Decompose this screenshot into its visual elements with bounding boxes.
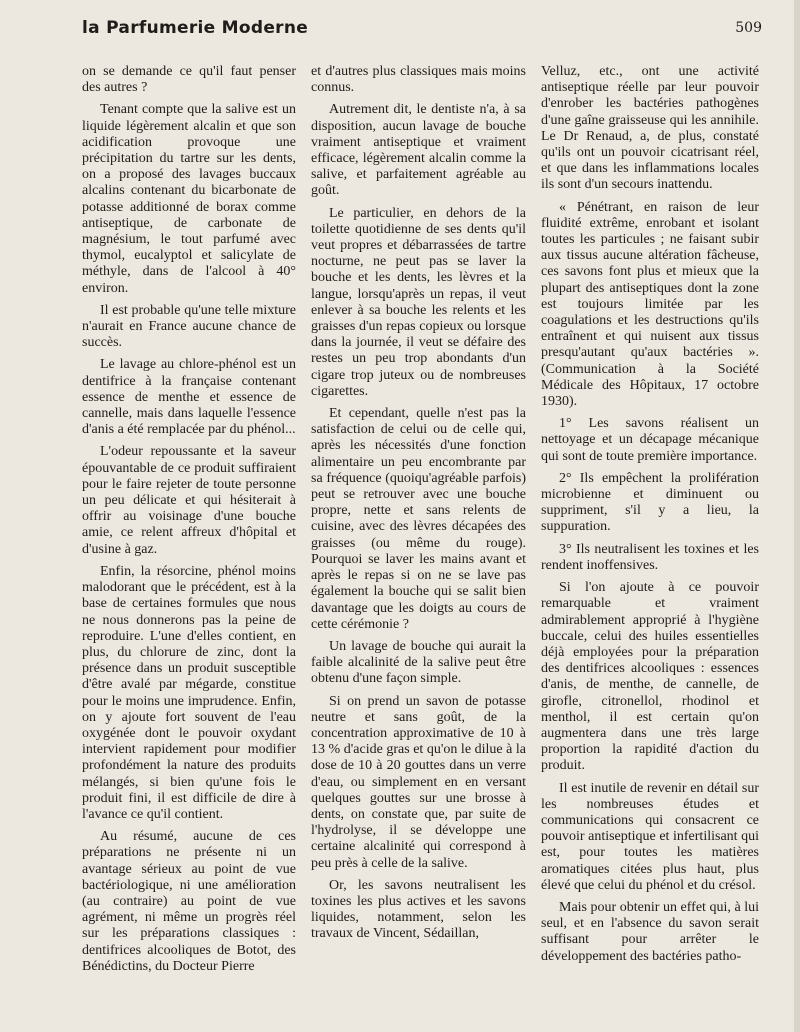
page-header bbox=[62, 16, 762, 44]
paragraph: et d'autres plus classiques mais moins connus. bbox=[311, 64, 526, 96]
paragraph: Si on prend un savon de potasse neutre et sans goût, de la concentration approximative de 10 à 13 % d'acide gras et qu'on le dilue à la dose de 10 à 20 gouttes dans un verre d'eau, ou simplement en en versant quelques gouttes sur une brosse à dents, on constate que, par suite de l'hydrolyse, il se développe une certaine alcalinité qui correspond à peu près à celle de la salive. bbox=[311, 693, 526, 871]
paragraph: 2° Ils empêchent la prolifération microbienne et diminuent ou suppriment, s'il y a lieu, la suppuration. bbox=[541, 470, 759, 535]
paragraph: Autrement dit, le dentiste n'a, à sa disposition, aucun lavage de bouche vraiment antiseptique et vraiment efficace, légèrement alcalin comme la salive, et parfaitement agréable au goût. bbox=[311, 102, 526, 199]
page-number: 509 bbox=[735, 20, 762, 36]
paragraph: Au résumé, aucune de ces préparations ne présente ni un avantage sérieux au point de vue bactériologique, ni une amélioration (au contraire) au point de vue agrément, ni même un progrès réel sur les préparations classiques : dentifrices alcooliques de Botot, des Bénédictins, du Docteur Pierre bbox=[82, 829, 296, 974]
paragraph: 3° Ils neutralisent les toxines et les rendent inoffensives. bbox=[541, 541, 759, 573]
paragraph: Mais pour obtenir un effet qui, à lui seul, et en l'absence du savon serait suffisant pour arrêter le développement des bactéries patho- bbox=[541, 899, 759, 964]
text-column-2 bbox=[311, 64, 526, 949]
paragraph: Le lavage au chlore-phénol est un dentifrice à la française contenant essence de menthe et essence de cannelle, mais dans laquelle l'essence d'anis a été remplacée par du phénol... bbox=[82, 357, 296, 438]
text-column-1 bbox=[82, 64, 296, 981]
paragraph: 1° Les savons réalisent un nettoyage et un décapage mécanique qui sont de toute première importance. bbox=[541, 416, 759, 464]
paragraph: Velluz, etc., ont une activité antiseptique réelle par leur pouvoir d'enrober les bactéries pathogènes d'une gaîne graisseuse qui les annihile. Le Dr Renaud, a, de plus, constaté qu'ils ont un pouvoir cicatrisant réel, et que dans les inflammations locales ils sont d'un secours inattendu. bbox=[541, 64, 759, 193]
paragraph: Tenant compte que la salive est un liquide légèrement alcalin et que son acidification provoque une précipitation du tartre sur les dents, on a proposé des lavages buccaux alcalins contenant du bicarbonate de potasse additionné de borax comme antiseptique, de carbonate de magnésium, le tout parfumé avec thymol, eucalyptol et salicylate de méthyle, dans de l'alcool à 40° environ. bbox=[82, 102, 296, 296]
page-edge-shadow bbox=[794, 0, 800, 1032]
paragraph: Et cependant, quelle n'est pas la satisfaction de celui ou de celle qui, après les nécessités d'une fonction alimentaire un peu encombrante par sa fréquence (quoiqu'agréable parfois) peut se retrouver avec une bouche propre, nette et sans relents de cuisine, avec des lèvres décapées des graisses (ou même du rouge). Pourquoi se laver les mains avant et après le repas si on ne se lave pas également la bouche qui se salit bien davantage que les doigts au cours de cette cérémonie ? bbox=[311, 406, 526, 632]
paragraph: Il est probable qu'une telle mixture n'aurait en France aucune chance de succès. bbox=[82, 302, 296, 351]
journal-title: la Parfumerie Moderne bbox=[82, 18, 309, 38]
paragraph: Il est inutile de revenir en détail sur les nombreuses études et communications qui consacrent ce pouvoir antiseptique et infertilisant qui est, pour toutes les matières aromatiques citées plus haut, plus élevé que celui du phénol et du crésol. bbox=[541, 780, 759, 893]
paragraph: Le particulier, en dehors de la toilette quotidienne de ses dents qu'il veut propres et débarrassées de tartre nocturne, ne peut pas se laver la bouche et les dents, les lèvres et la langue, lorsqu'après un repas, il veut enlever à sa bouche les relents et les graisses d'un repas copieux ou lorsque dans la journée, il veut se défaire des restes un peu trop abondants d'un cigare trop juteux ou de nombreuses cigarettes. bbox=[311, 205, 526, 399]
paragraph: Un lavage de bouche qui aurait la faible alcalinité de la salive peut être obtenu d'une façon simple. bbox=[311, 638, 526, 687]
text-column-3 bbox=[541, 64, 759, 971]
paragraph: Or, les savons neutralisent les toxines les plus actives et les savons liquides, notamment, selon les travaux de Vincent, Sédaillan, bbox=[311, 877, 526, 942]
paragraph: Si l'on ajoute à ce pouvoir remarquable et vraiment admirablement approprié à l'hygiène buccale, celui des huiles essentielles déjà employées pour la préparation des dentifrices alcooliques : essences d'anis, de menthe, de cannelle, de girofle, citronellol, rhodinol et menthol, il est certain qu'on augmentera dans une très large proportion la rapidité d'action du produit. bbox=[541, 580, 759, 774]
paragraph: L'odeur repoussante et la saveur épouvantable de ce produit suffiraient pour le faire rejeter de toute personne un peu délicate et qui hésiterait à offrir au voisinage d'une bouche amie, ce relent affreux d'hôpital et d'usine à gaz. bbox=[82, 444, 296, 557]
paragraph: Enfin, la résorcine, phénol moins malodorant que le précédent, est à la base de certaines formules que nous ne nous donnerons pas la peine de reproduire. L'une d'elles contient, en plus, du chlorure de zinc, dont la présence dans un produit susceptible d'être avalé par mégarde, constitue pour le moins une imprudence. Enfin, on y ajoute fort souvent de l'eau oxygénée dont le pouvoir oxydant intervient rapidement pour modifier profondément la nature des produits mélangés, si bien qu'une fois le produit fini, il est difficile de dire à l'avance ce qu'il contient. bbox=[82, 563, 296, 822]
paragraph: « Pénétrant, en raison de leur fluidité extrême, enrobant et isolant toutes les particules ; ne faisant subir aux tissus aucune altération fâcheuse, ces savons font plus et mieux que la plupart des antiseptiques dont la zone est toujours limitée par les coagulations et les destructions qu'ils entraînent et qui nuisent aux tissus presqu'autant qu'aux bactéries ». (Communication à la Société Médicale des Hôpitaux, 17 octobre 1930). bbox=[541, 199, 759, 410]
paragraph: on se demande ce qu'il faut penser des autres ? bbox=[82, 64, 296, 96]
